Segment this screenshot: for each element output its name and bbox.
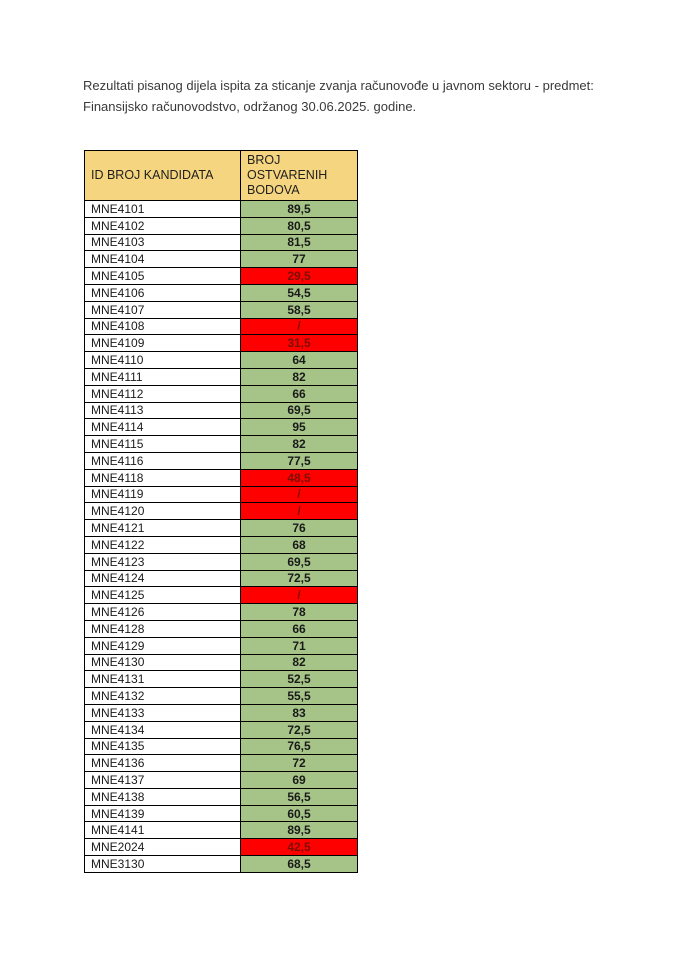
score-cell: 66 xyxy=(241,620,358,637)
candidate-id-cell: MNE4111 xyxy=(85,368,241,385)
candidate-id-cell: MNE4141 xyxy=(85,822,241,839)
table-body xyxy=(85,201,358,873)
table-row xyxy=(85,856,358,873)
table-row xyxy=(85,654,358,671)
score-cell: 42,5 xyxy=(241,839,358,856)
candidate-id-cell: MNE4123 xyxy=(85,553,241,570)
table-row xyxy=(85,520,358,537)
candidate-id-cell: MNE4116 xyxy=(85,452,241,469)
score-cell: 76,5 xyxy=(241,738,358,755)
column-header-candidate-id: ID BROJ KANDIDATA xyxy=(85,151,241,201)
candidate-id-cell: MNE4109 xyxy=(85,335,241,352)
score-cell: / xyxy=(241,503,358,520)
table-row xyxy=(85,805,358,822)
score-cell: 72,5 xyxy=(241,721,358,738)
score-cell: 80,5 xyxy=(241,217,358,234)
table-row xyxy=(85,587,358,604)
score-cell: 82 xyxy=(241,654,358,671)
score-cell: 64 xyxy=(241,352,358,369)
candidate-id-cell: MNE4114 xyxy=(85,419,241,436)
score-cell: 29,5 xyxy=(241,268,358,285)
score-cell: 78 xyxy=(241,604,358,621)
candidate-id-cell: MNE4103 xyxy=(85,234,241,251)
table-row xyxy=(85,721,358,738)
table-row xyxy=(85,486,358,503)
table-row xyxy=(85,318,358,335)
score-cell: 83 xyxy=(241,704,358,721)
candidate-id-cell: MNE4129 xyxy=(85,637,241,654)
score-cell: 68 xyxy=(241,536,358,553)
candidate-id-cell: MNE4125 xyxy=(85,587,241,604)
candidate-id-cell: MNE4136 xyxy=(85,755,241,772)
candidate-id-cell: MNE4126 xyxy=(85,604,241,621)
score-cell: 66 xyxy=(241,385,358,402)
results-table xyxy=(84,150,358,873)
table-row xyxy=(85,452,358,469)
score-cell: 56,5 xyxy=(241,788,358,805)
score-cell: 31,5 xyxy=(241,335,358,352)
score-cell: 71 xyxy=(241,637,358,654)
candidate-id-cell: MNE4138 xyxy=(85,788,241,805)
table-header-row xyxy=(85,151,358,201)
document-title xyxy=(83,75,603,117)
table-row xyxy=(85,419,358,436)
candidate-id-cell: MNE4121 xyxy=(85,520,241,537)
score-cell: 95 xyxy=(241,419,358,436)
score-cell: / xyxy=(241,587,358,604)
candidate-id-cell: MNE4131 xyxy=(85,671,241,688)
score-cell: 81,5 xyxy=(241,234,358,251)
table-row xyxy=(85,704,358,721)
candidate-id-cell: MNE4135 xyxy=(85,738,241,755)
candidate-id-cell: MNE4130 xyxy=(85,654,241,671)
candidate-id-cell: MNE4115 xyxy=(85,436,241,453)
score-cell: 72 xyxy=(241,755,358,772)
table-row xyxy=(85,469,358,486)
score-cell: / xyxy=(241,486,358,503)
table-row xyxy=(85,268,358,285)
table-row xyxy=(85,822,358,839)
column-header-score: BROJ OSTVARENIH BODOVA xyxy=(241,151,358,201)
score-cell: 55,5 xyxy=(241,688,358,705)
table-row xyxy=(85,637,358,654)
score-cell: 68,5 xyxy=(241,856,358,873)
table-row xyxy=(85,604,358,621)
table-row xyxy=(85,335,358,352)
candidate-id-cell: MNE4107 xyxy=(85,301,241,318)
candidate-id-cell: MNE4137 xyxy=(85,772,241,789)
table-row xyxy=(85,301,358,318)
candidate-id-cell: MNE4122 xyxy=(85,536,241,553)
table-row xyxy=(85,217,358,234)
candidate-id-cell: MNE4102 xyxy=(85,217,241,234)
score-cell: 77 xyxy=(241,251,358,268)
table-row xyxy=(85,536,358,553)
candidate-id-cell: MNE2024 xyxy=(85,839,241,856)
score-cell: 89,5 xyxy=(241,201,358,218)
candidate-id-cell: MNE4110 xyxy=(85,352,241,369)
candidate-id-cell: MNE4101 xyxy=(85,201,241,218)
table-row xyxy=(85,201,358,218)
candidate-id-cell: MNE4119 xyxy=(85,486,241,503)
table-row xyxy=(85,772,358,789)
score-cell: 89,5 xyxy=(241,822,358,839)
score-cell: 69 xyxy=(241,772,358,789)
title-line-1: Rezultati pisanog dijela ispita za sticanje zvanja računovođe u javnom sektoru - predmet: xyxy=(83,78,594,93)
table-row xyxy=(85,234,358,251)
candidate-id-cell: MNE4120 xyxy=(85,503,241,520)
score-cell: 82 xyxy=(241,436,358,453)
candidate-id-cell: MNE4139 xyxy=(85,805,241,822)
table-row xyxy=(85,251,358,268)
table-row xyxy=(85,284,358,301)
score-cell: 58,5 xyxy=(241,301,358,318)
candidate-id-cell: MNE4105 xyxy=(85,268,241,285)
title-line-2: Finansijsko računovodstvo, održanog 30.06.2025. godine. xyxy=(83,99,417,114)
score-cell: 82 xyxy=(241,368,358,385)
score-cell: 48,5 xyxy=(241,469,358,486)
score-cell: 69,5 xyxy=(241,402,358,419)
candidate-id-cell: MNE4108 xyxy=(85,318,241,335)
candidate-id-cell: MNE4104 xyxy=(85,251,241,268)
table-row xyxy=(85,738,358,755)
candidate-id-cell: MNE4134 xyxy=(85,721,241,738)
candidate-id-cell: MNE3130 xyxy=(85,856,241,873)
table-row xyxy=(85,503,358,520)
score-cell: / xyxy=(241,318,358,335)
table-row xyxy=(85,688,358,705)
table-row xyxy=(85,671,358,688)
candidate-id-cell: MNE4128 xyxy=(85,620,241,637)
candidate-id-cell: MNE4132 xyxy=(85,688,241,705)
table-row xyxy=(85,839,358,856)
table-row xyxy=(85,788,358,805)
score-cell: 60,5 xyxy=(241,805,358,822)
candidate-id-cell: MNE4106 xyxy=(85,284,241,301)
score-cell: 77,5 xyxy=(241,452,358,469)
table-row xyxy=(85,402,358,419)
score-cell: 72,5 xyxy=(241,570,358,587)
table-row xyxy=(85,352,358,369)
table-row xyxy=(85,553,358,570)
table-row xyxy=(85,385,358,402)
score-cell: 54,5 xyxy=(241,284,358,301)
table-row xyxy=(85,755,358,772)
table-row xyxy=(85,620,358,637)
candidate-id-cell: MNE4113 xyxy=(85,402,241,419)
table-row xyxy=(85,368,358,385)
candidate-id-cell: MNE4118 xyxy=(85,469,241,486)
score-cell: 69,5 xyxy=(241,553,358,570)
table-row xyxy=(85,436,358,453)
score-cell: 76 xyxy=(241,520,358,537)
candidate-id-cell: MNE4112 xyxy=(85,385,241,402)
candidate-id-cell: MNE4133 xyxy=(85,704,241,721)
table-row xyxy=(85,570,358,587)
candidate-id-cell: MNE4124 xyxy=(85,570,241,587)
score-cell: 52,5 xyxy=(241,671,358,688)
